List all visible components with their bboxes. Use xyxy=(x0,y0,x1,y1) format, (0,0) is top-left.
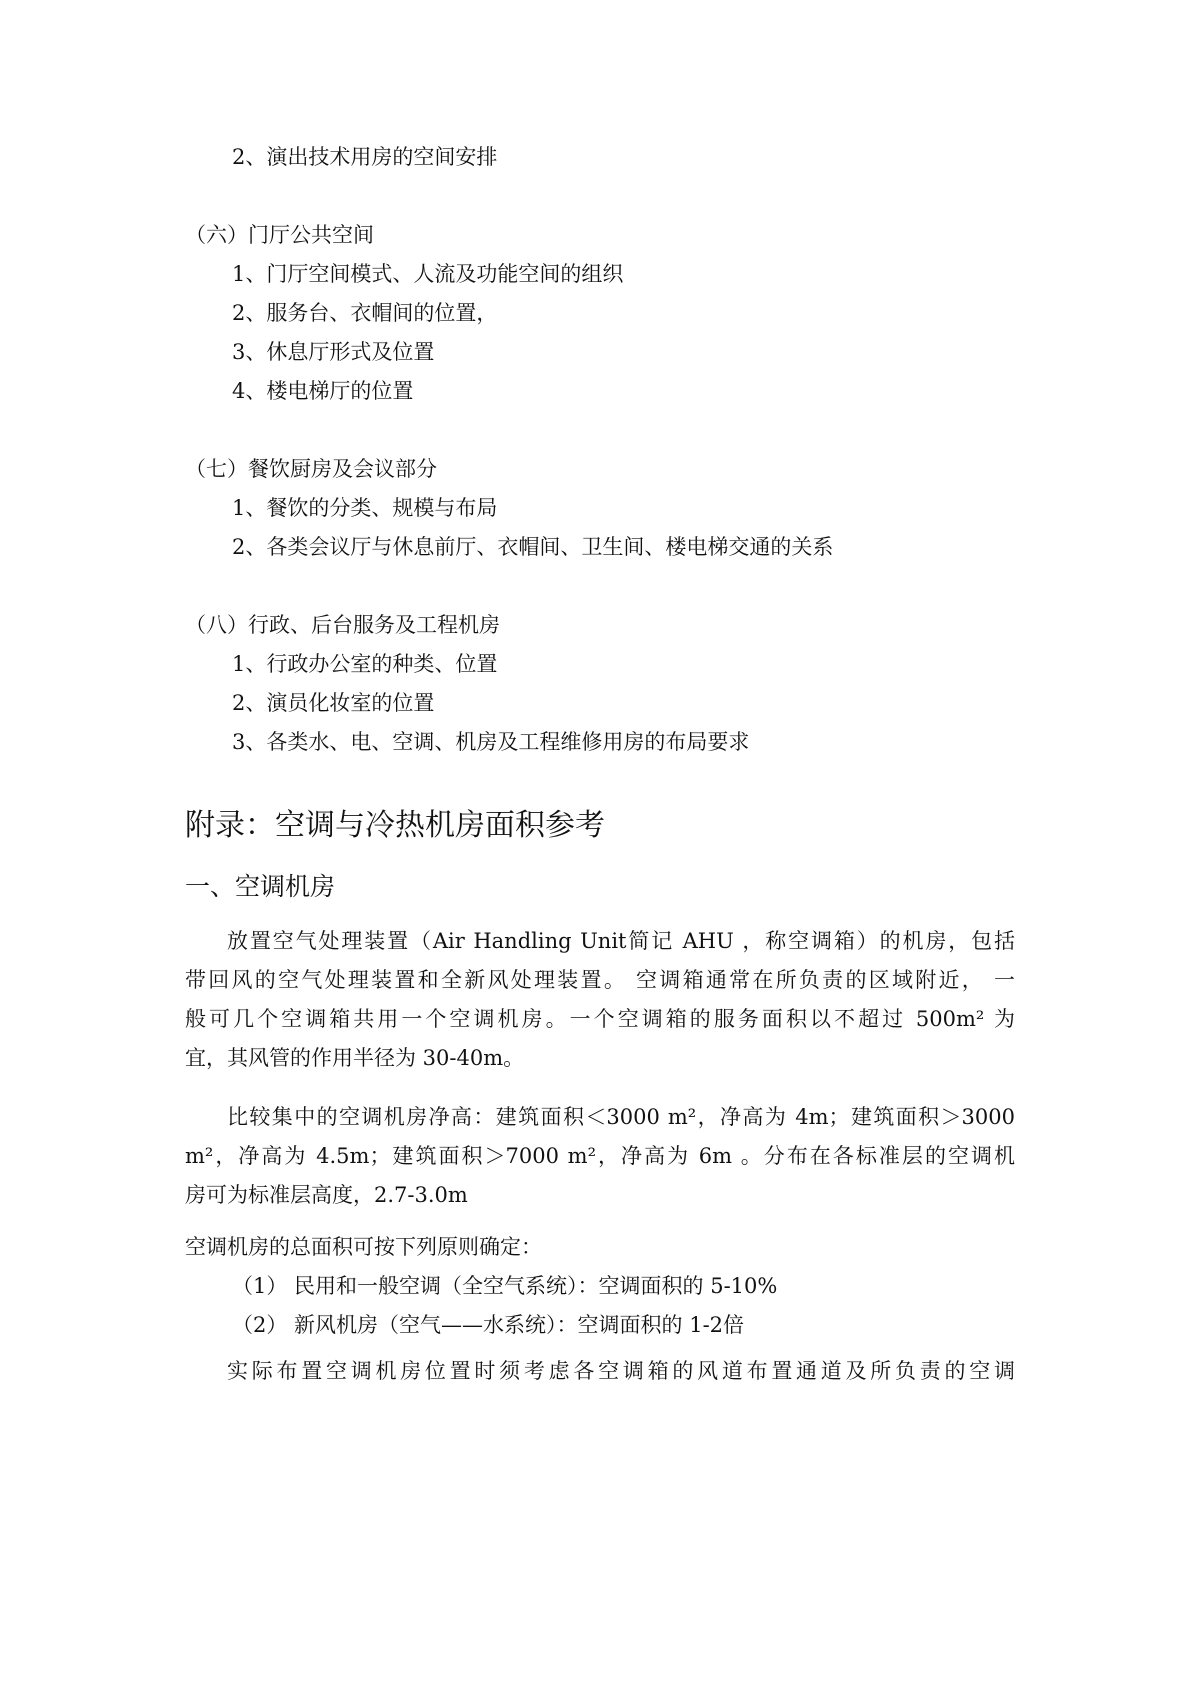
paragraph-layout xyxy=(185,1352,1015,1391)
list-item: 1、餐饮的分类、规模与布局 xyxy=(232,496,498,520)
list-item: 3、各类水、电、空调、机房及工程维修用房的布局要求 xyxy=(232,730,750,754)
list-item: 1、行政办公室的种类、位置 xyxy=(232,652,498,676)
paragraph-line: 实际布置空调机房位置时须考虑各空调箱的风道布置通道及所负责的空调 xyxy=(227,1359,1015,1383)
rule-item: （1） 民用和一般空调（全空气系统）：空调面积的 5-10% xyxy=(232,1274,778,1298)
paragraph-line: 房可为标准层高度，2.7-3.0m xyxy=(185,1183,468,1207)
section-heading-7: （七）餐饮厨房及会议部分 xyxy=(185,457,437,481)
list-item: 3、休息厅形式及位置 xyxy=(232,340,435,364)
rule-item: （2） 新风机房（空气——水系统）：空调面积的 1-2倍 xyxy=(232,1313,745,1337)
section-heading-8: （八）行政、后台服务及工程机房 xyxy=(185,613,500,637)
section-heading-6: （六）门厅公共空间 xyxy=(185,223,374,247)
paragraph-line: m²，净高为 4.5m；建筑面积＞7000 m²，净高为 6m 。分布在各标准层的空调机 xyxy=(185,1144,1015,1168)
rule-intro: 空调机房的总面积可按下列原则确定： xyxy=(185,1235,542,1259)
paragraph-height xyxy=(185,1098,1015,1215)
paragraph-line: 带回风的空气处理装置和全新风处理装置。 空调箱通常在所负责的区域附近， 一 xyxy=(185,968,1015,992)
paragraph-line: 比较集中的空调机房净高：建筑面积＜3000 m²，净高为 4m；建筑面积＞3000 xyxy=(227,1105,1015,1129)
list-item: 2、服务台、衣帽间的位置， xyxy=(232,301,498,325)
appendix-title: 附录：空调与冷热机房面积参考 xyxy=(185,808,605,843)
paragraph-line: 放置空气处理装置（Air Handling Unit简记 AHU ，称空调箱）的机房，包括 xyxy=(227,929,1015,953)
paragraph-ahu xyxy=(185,922,1015,1078)
paragraph-line: 般可几个空调箱共用一个空调机房。一个空调箱的服务面积以不超过 500m² 为 xyxy=(185,1007,1015,1031)
paragraph-line: 宜，其风管的作用半径为 30-40m。 xyxy=(185,1046,525,1070)
list-item: 4、楼电梯厅的位置 xyxy=(232,379,414,403)
list-item: 1、门厅空间模式、人流及功能空间的组织 xyxy=(232,262,624,286)
appendix-subtitle: 一、空调机房 xyxy=(185,872,336,901)
list-item: 2、演员化妆室的位置 xyxy=(232,691,435,715)
list-item: 2、演出技术用房的空间安排 xyxy=(232,145,498,169)
list-item: 2、各类会议厅与休息前厅、衣帽间、卫生间、楼电梯交通的关系 xyxy=(232,535,834,559)
